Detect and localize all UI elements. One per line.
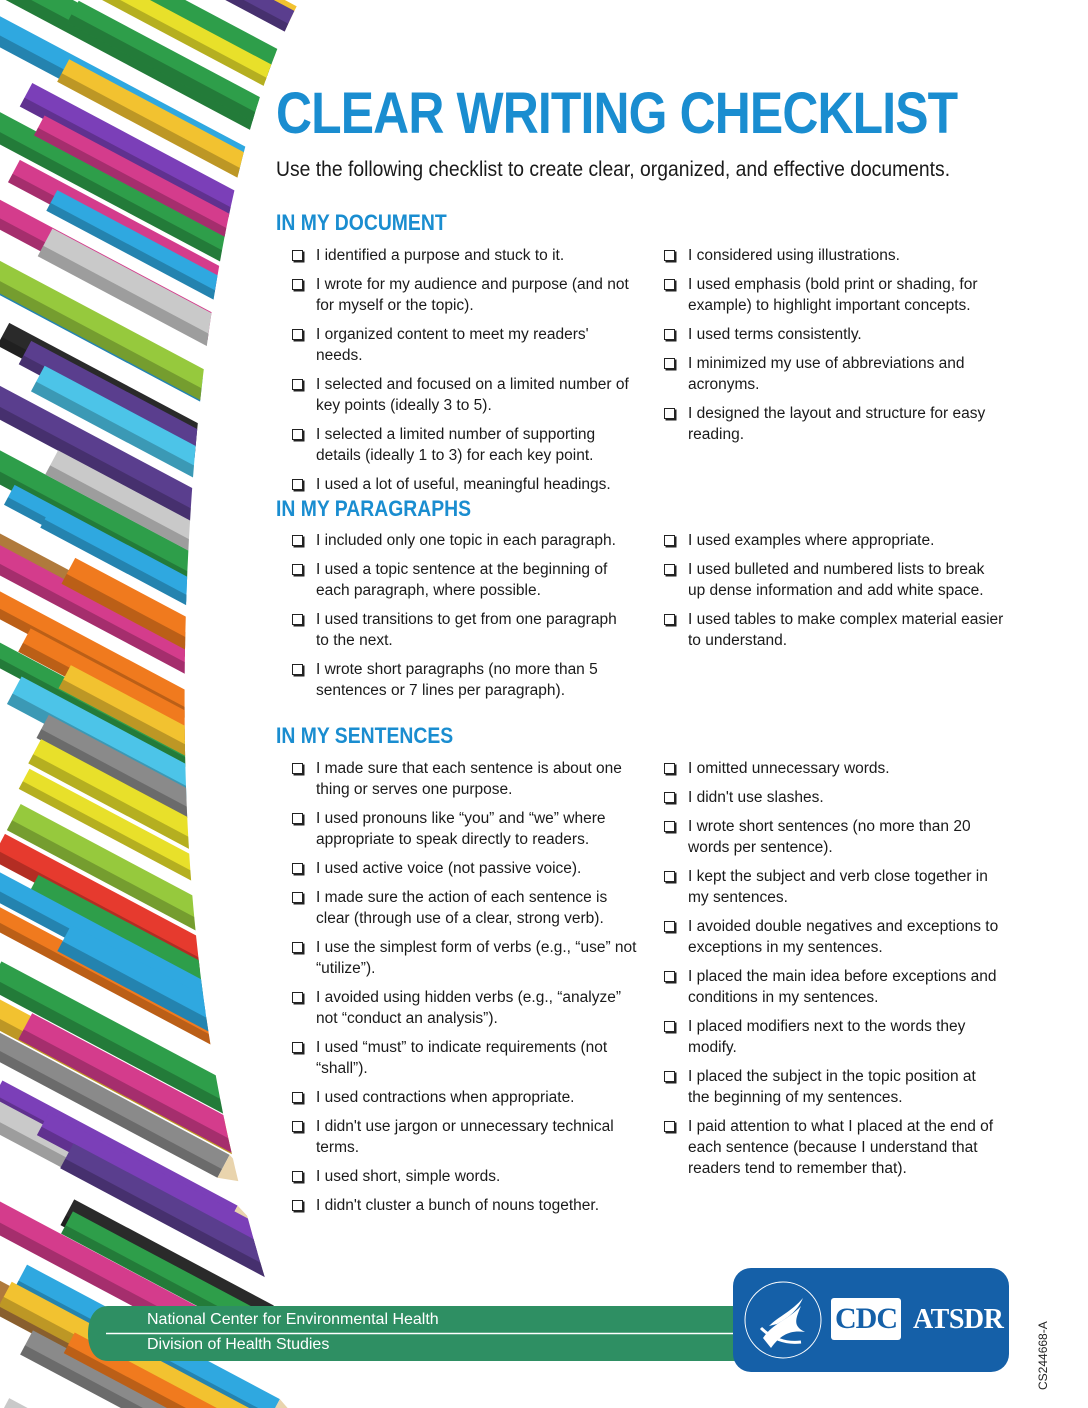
checkbox-icon[interactable] [292,1042,303,1053]
sentences-checklist-right [664,758,999,1187]
checklist-item-text: I used “must” to indicate requirements (not “shall”). [316,1039,608,1077]
checkbox-icon[interactable] [292,1121,303,1132]
checklist-item [292,1087,637,1108]
checkbox-icon[interactable] [292,479,303,490]
checklist-item-text: I minimized my use of abbreviations and acronyms. [688,355,965,393]
atsdr-logo-text: ATSDR [913,1304,1004,1335]
checklist-item-text: I placed the main idea before exceptions and conditions in my sentences. [688,968,997,1006]
section-heading-document: IN MY DOCUMENT [276,210,447,235]
checklist-item [292,474,632,495]
checklist-item-text: I used tables to make complex material easier to understand. [688,611,1004,649]
checklist-item [664,559,1004,601]
checklist-item [292,245,632,266]
checkbox-icon[interactable] [664,535,675,546]
checkbox-icon[interactable] [664,250,675,261]
checklist-item-text: I used active voice (not passive voice). [316,860,582,877]
checkbox-icon[interactable] [292,992,303,1003]
checkbox-icon[interactable] [292,535,303,546]
checklist-item-text: I avoided using hidden verbs (e.g., “analyze” not “conduct an analysis”). [316,989,622,1027]
checkbox-icon[interactable] [292,942,303,953]
section-heading-sentences: IN MY SENTENCES [276,723,454,748]
checklist-item [292,609,632,651]
checklist-item [292,887,637,929]
checkbox-icon[interactable] [664,871,675,882]
checkbox-icon[interactable] [664,821,675,832]
cdc-logo [831,1298,901,1340]
paragraphs-checklist-left [292,530,632,709]
checkbox-icon[interactable] [664,614,675,625]
checklist-item-text: I used bulleted and numbered lists to break up dense information and add white space. [688,561,985,599]
checklist-item-text: I considered using illustrations. [688,247,900,264]
checkbox-icon[interactable] [664,1121,675,1132]
checkbox-icon[interactable] [292,429,303,440]
checklist-item [292,858,637,879]
checkbox-icon[interactable] [664,358,675,369]
checkbox-icon[interactable] [664,971,675,982]
checklist-item-text: I wrote short paragraphs (no more than 5 sentences or 7 lines per paragraph). [316,661,598,699]
checklist-item [292,324,632,366]
checkbox-icon[interactable] [664,279,675,290]
checkbox-icon[interactable] [292,379,303,390]
checkbox-icon[interactable] [664,1021,675,1032]
checklist-item-text: I used terms consistently. [688,326,862,343]
checklist-item [664,245,994,266]
checklist-item [664,1016,999,1058]
checklist-item-text: I didn't use slashes. [688,789,824,806]
checklist-item-text: I used a lot of useful, meaningful headings. [316,476,611,493]
checkbox-icon[interactable] [292,763,303,774]
checklist-item [292,1116,637,1158]
checklist-item-text: I used transitions to get from one paragraph to the next. [316,611,617,649]
checklist-item [664,916,999,958]
checkbox-icon[interactable] [664,329,675,340]
checklist-item-text: I wrote for my audience and purpose (and not for myself or the topic). [316,276,629,314]
checkbox-icon[interactable] [664,792,675,803]
checklist-item-text: I selected and focused on a limited number of key points (ideally 3 to 5). [316,376,629,414]
footer-center-name: National Center for Environmental Health [147,1311,439,1328]
checklist-item [292,274,632,316]
checklist-item [664,866,999,908]
checklist-item-text: I used pronouns like “you” and “we” where appropriate to speak directly to readers. [316,810,606,848]
checkbox-icon[interactable] [664,1071,675,1082]
document-checklist-right [664,245,994,453]
checklist-item [664,324,994,345]
checklist-item [664,966,999,1008]
checklist-item [292,808,637,850]
checklist-item [292,530,632,551]
checklist-item-text: I wrote short sentences (no more than 20 words per sentence). [688,818,971,856]
checklist-item-text: I placed the subject in the topic position at the beginning of my sentences. [688,1068,976,1106]
checklist-item-text: I used emphasis (bold print or shading, for example) to highlight important concepts. [688,276,978,314]
checklist-item-text: I used short, simple words. [316,1168,501,1185]
checkbox-icon[interactable] [292,279,303,290]
checklist-item [292,937,637,979]
checklist-item [292,987,637,1029]
checklist-item [292,1195,637,1216]
footer-division-name: Division of Health Studies [147,1336,330,1353]
checkbox-icon[interactable] [292,813,303,824]
checklist-item-text: I used a topic sentence at the beginning of each paragraph, where possible. [316,561,608,599]
checklist-item-text: I placed modifiers next to the words they modify. [688,1018,966,1056]
checklist-item [292,659,632,701]
checkbox-icon[interactable] [292,1171,303,1182]
checklist-item-text: I omitted unnecessary words. [688,760,890,777]
checkbox-icon[interactable] [292,614,303,625]
checklist-item [664,758,999,779]
checklist-item-text: I kept the subject and verb close together in my sentences. [688,868,988,906]
checklist-item-text: I organized content to meet my readers' needs. [316,326,589,364]
checklist-item [292,374,632,416]
page-title: CLEAR WRITING CHECKLIST [276,81,958,146]
checklist-item-text: I selected a limited number of supporting details (ideally 1 to 3) for each key point. [316,426,596,464]
checklist-item [292,559,632,601]
checkbox-icon[interactable] [292,329,303,340]
checklist-item-text: I used contractions when appropriate. [316,1089,575,1106]
checklist-item-text: I used examples where appropriate. [688,532,935,549]
checkbox-icon[interactable] [292,892,303,903]
checklist-item [664,816,999,858]
checklist-item-text: I avoided double negatives and exceptions to exceptions in my sentences. [688,918,999,956]
checklist-item [664,530,1004,551]
checkbox-icon[interactable] [664,921,675,932]
checklist-item [292,758,637,800]
checkbox-icon[interactable] [292,564,303,575]
checklist-item-text: I paid attention to what I placed at the end of each sentence (because I understand that readers tend to remember that). [688,1118,994,1177]
checkbox-icon[interactable] [292,1200,303,1211]
document-code: CS244668-A [1036,1321,1050,1390]
checklist-item-text: I included only one topic in each paragraph. [316,532,616,549]
paragraphs-checklist-right [664,530,1004,659]
checklist-item [664,274,994,316]
checkbox-icon[interactable] [664,564,675,575]
checklist-item-text: I made sure that each sentence is about one thing or serves one purpose. [316,760,622,798]
checkbox-icon[interactable] [292,863,303,874]
agency-logo-panel [733,1268,1009,1372]
checklist-item-text: I designed the layout and structure for easy reading. [688,405,986,443]
sentences-checklist-left [292,758,637,1224]
checklist-item [664,787,999,808]
section-heading-paragraphs: IN MY PARAGRAPHS [276,496,472,521]
checklist-item [292,424,632,466]
checklist-item-text: I didn't cluster a bunch of nouns together. [316,1197,600,1214]
checklist-item-text: I identified a purpose and stuck to it. [316,247,565,264]
checkbox-icon[interactable] [292,1092,303,1103]
checklist-item [664,353,994,395]
checklist-item [664,1066,999,1108]
checklist-item [664,1116,999,1179]
checklist-item [292,1037,637,1079]
checklist-item [664,403,994,445]
checkbox-icon[interactable] [292,664,303,675]
checklist-item-text: I didn't use jargon or unnecessary technical terms. [316,1118,614,1156]
checkbox-icon[interactable] [664,763,675,774]
checkbox-icon[interactable] [664,408,675,419]
checklist-item [292,1166,637,1187]
checklist-item [664,609,1004,651]
document-checklist-left [292,245,632,503]
checklist-item-text: I use the simplest form of verbs (e.g., “use” not “utilize”). [316,939,637,977]
cdc-logo-text: CDC [835,1302,897,1335]
checkbox-icon[interactable] [292,250,303,261]
page-subtitle: Use the following checklist to create clear, organized, and effective documents. [276,158,951,181]
checklist-item-text: I made sure the action of each sentence is clear (through use of a clear, strong verb). [316,889,608,927]
